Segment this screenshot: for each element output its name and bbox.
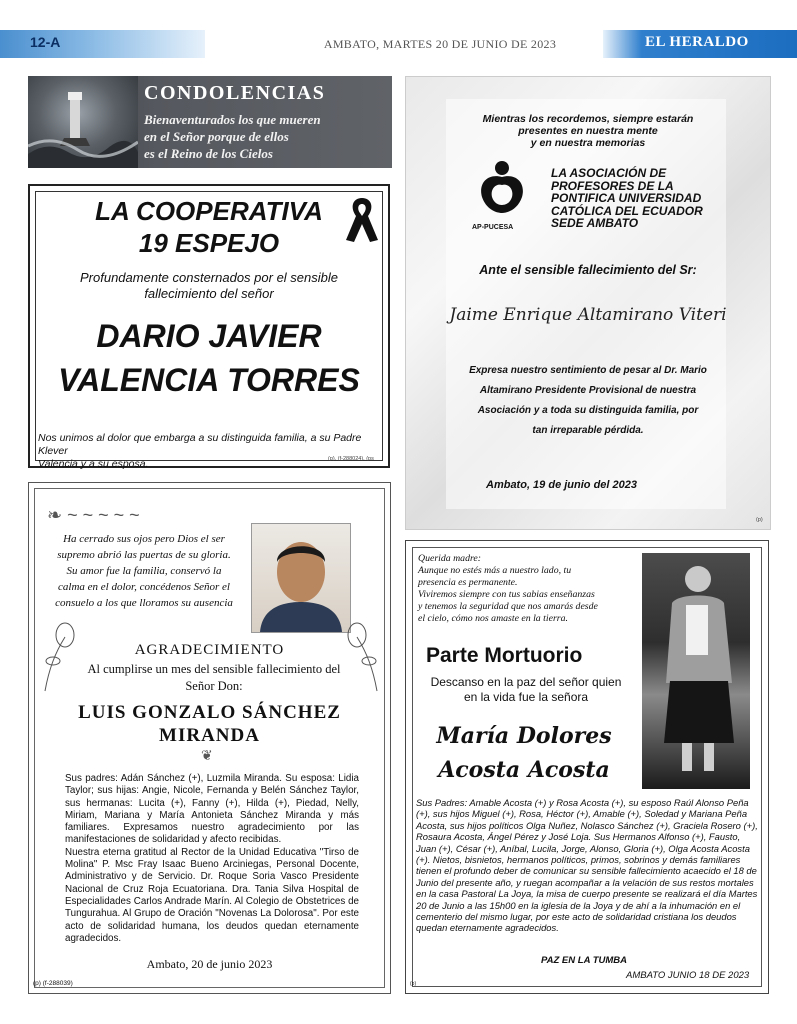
- intro-line: en la vida fue la señora: [463, 690, 589, 704]
- quote-line: y en nuestra memorias: [530, 137, 646, 149]
- cooperativa-notice: [28, 184, 390, 468]
- cooperativa-title: 19 ESPEJO: [138, 228, 280, 258]
- parte-body: Sus Padres: Amable Acosta (+) y Rosa Acosta (+), su esposo Raúl Alonso Peña (+), sus hijos Miguel (+), Rosa, Héctor (+), Amable (+), Soledad y Mariana Peña Acosta, sus hijos políticos Olga Nuñez, Nolasco Sánchez (+), Graciela Rosero (+), Rosaura Acosta, Ángel Pérez y José Loja. Sus Hermanos Alfonso (+), Fausto, Juan (+), César (+), Aníbal, Lucila, Jorge, Alonso, Gloria (+), Olga Acosta Acosta (+). Nietos, bisnietos, hermanos políticos, primos, sobrinos y demás familiares tienen el profundo deber de comunicar su sensible fallecimiento acaecido el 18 de Junio del presente año, y ruegan acompañar a la velación de sus restos mortales en la casa Pastoral La Joya, la misa de cuerpo presente se realizará el día Martes 20 de Junio a las 15h00 en la iglesia de la Joya y de ahí a la inhumación en el cementerio del mismo lugar, por este acto de solidaridad cristiana los deudos quedan eternamente agradecidos.: [416, 797, 758, 934]
- deceased-name: MIRANDA: [159, 725, 260, 746]
- org-line: PROFESORES DE LA: [551, 178, 674, 193]
- quote-line: calma en el dolor, concédenos Señor el: [58, 581, 230, 593]
- body-line: Expresa nuestro sentimiento de pesar al Dr. Mario: [469, 365, 707, 376]
- body-paragraph: Nuestra eterna gratitud al Rector de la Unidad Educativa "Tirso de Molina" P. Msc Fray Isaac Bueno Arciniegas, Personal Docente, Administrativo y de Servicio. Dr. Roque Soria Vasco Presidente Nacional de Cruz Roja Ecuatoriana. Dra. Tania Silva Hospital de Especialidades Carlos Andrade Marín. Al Colegio de Obstetrices de Tungurahua. Al Grupo de Oración "Novenas La Dolorosa". Por este acto de solidaridad humana, los deudos quedan eternamente agradecidos.: [65, 846, 359, 944]
- deceased-name: María Dolores: [436, 723, 612, 749]
- agradecimiento-notice: [28, 482, 391, 994]
- deceased-name: LUIS GONZALO SÁNCHEZ: [78, 702, 341, 723]
- body-line: Altamirano Presidente Provisional de nuestra: [479, 385, 697, 396]
- org-line: LA ASOCIACIÓN DE: [551, 166, 667, 180]
- intro-line: fallecimiento del señor: [144, 286, 274, 301]
- quote-line: Su amor fue la familia, conservó la: [66, 565, 222, 577]
- deceased-name: Jaime Enrique Altamirano Viteri: [449, 305, 727, 325]
- deceased-photo: [642, 553, 750, 789]
- condolencias-line: es el Reino de los Cielos: [144, 146, 273, 161]
- lighthouse-image: [28, 76, 138, 168]
- intro-line: Al cumplirse un mes del sensible fallecimiento del: [87, 662, 341, 676]
- condolencias-title: CONDOLENCIAS: [144, 82, 326, 104]
- org-line: PONTIFICA UNIVERSIDAD: [551, 191, 702, 205]
- ad-code: (p). (f-288024). (ps: [328, 456, 374, 462]
- quote-line: Querida madre:: [418, 553, 482, 564]
- agradecimiento-intro: [69, 661, 359, 695]
- body-line: Asociación y a toda su distinguida familia, por: [477, 405, 699, 416]
- body-line: tan irreparable pérdida.: [532, 425, 644, 436]
- intro-line: Señor Don:: [185, 679, 243, 693]
- cooperativa-intro: [30, 270, 388, 302]
- ad-code: (p): [410, 981, 417, 987]
- deceased-name: DARIO JAVIER: [96, 318, 322, 354]
- parte-intro: [416, 675, 636, 705]
- body-paragraph: Sus padres: Adán Sánchez (+), Luzmila Miranda. Su esposa: Lidia Taylor; sus hijas: Angie, Nicole, Fernanda y Belén Sánchez Taylor, sus hermanas: Lucita (+), Fanny (+), Hilda (+), Piedad, Nelly, Miriam, Mariana y María Antonieta Sánchez Miranda y más familiares. Expresamos nuestro agradecimiento por las manifestaciones de solidaridad y afecto recibidas.: [65, 773, 359, 846]
- org-line: CATÓLICA DEL ECUADOR: [551, 203, 703, 218]
- asociacion-quote: [406, 113, 770, 149]
- agradecimiento-title: AGRADECIMIENTO: [134, 642, 285, 658]
- parte-mortuorio-notice: [405, 540, 769, 994]
- cooperativa-title: LA COOPERATIVA: [95, 196, 323, 226]
- agradecimiento-body: [65, 773, 359, 945]
- divider-ornament-icon: ❦: [201, 747, 213, 763]
- footer-line: Valencia y a su esposa.: [38, 458, 149, 470]
- ap-pucesa-logo-icon: [474, 159, 530, 215]
- quote-line: Aunque no estés más a nuestro lado, tu: [418, 565, 572, 576]
- page-number: 12-A: [30, 34, 61, 50]
- quote-line: presentes en nuestra mente: [518, 125, 658, 137]
- quote-line: el cielo, cómo nos amaste en la tierra.: [418, 613, 568, 624]
- org-line: SEDE AMBATO: [551, 216, 639, 230]
- cooperativa-footer: [38, 432, 378, 471]
- parte-title: Parte Mortuorio: [426, 644, 583, 667]
- deceased-name: Acosta Acosta: [438, 757, 610, 783]
- condolencias-line: en el Señor porque de ellos: [144, 129, 289, 144]
- quote-line: Viviremos siempre con tus sabias enseñanzas: [418, 589, 595, 600]
- asociacion-org-name: [551, 167, 703, 230]
- asociacion-ante: Ante el sensible fallecimiento del Sr:: [479, 263, 697, 277]
- ornament-icon: ❧ ~ ~ ~ ~ ~: [47, 505, 140, 525]
- header-date: AMBATO, MARTES 20 DE JUNIO DE 2023: [323, 37, 557, 51]
- quote-line: Mientras los recordemos, siempre estarán: [482, 113, 694, 125]
- parte-rip: PAZ EN LA TUMBA: [541, 955, 628, 966]
- footer-line: Nos unimos al dolor que embarga a su distinguida familia, a su Padre Klever: [38, 432, 362, 457]
- quote-line: Ha cerrado sus ojos pero Dios el ser: [63, 533, 225, 545]
- ad-code: (p) (f-288039): [33, 980, 73, 987]
- agradecimiento-quote: [39, 531, 249, 611]
- quote-line: y tenemos la seguridad que nos amarás desde: [418, 601, 598, 612]
- intro-line: Descanso en la paz del señor quien: [430, 675, 622, 689]
- agradecimiento-date: Ambato, 20 de junio 2023: [146, 957, 273, 971]
- parte-quote: [418, 553, 640, 625]
- mourning-ribbon-icon: [342, 194, 382, 246]
- newspaper-brand: EL HERALDO: [645, 34, 749, 50]
- intro-line: Profundamente consternados por el sensible: [80, 270, 338, 285]
- condolencias-line: Bienaventurados los que mueren: [144, 112, 321, 127]
- asociacion-date: Ambato, 19 de junio del 2023: [486, 479, 637, 491]
- quote-line: presencia es permanente.: [418, 577, 518, 588]
- quote-line: supremo abrió las puertas de su gloria.: [57, 549, 231, 561]
- condolencias-banner: [28, 76, 392, 168]
- deceased-photo: [251, 523, 351, 633]
- quote-line: consuelo a los que lloramos su ausencia: [55, 597, 233, 609]
- ad-code: (p): [756, 517, 763, 523]
- asociacion-notice: [405, 76, 771, 530]
- parte-date: AMBATO JUNIO 18 DE 2023: [626, 970, 750, 981]
- logo-text: AP-PUCESA: [472, 224, 514, 231]
- asociacion-body: [456, 361, 720, 441]
- deceased-name: VALENCIA TORRES: [58, 362, 360, 398]
